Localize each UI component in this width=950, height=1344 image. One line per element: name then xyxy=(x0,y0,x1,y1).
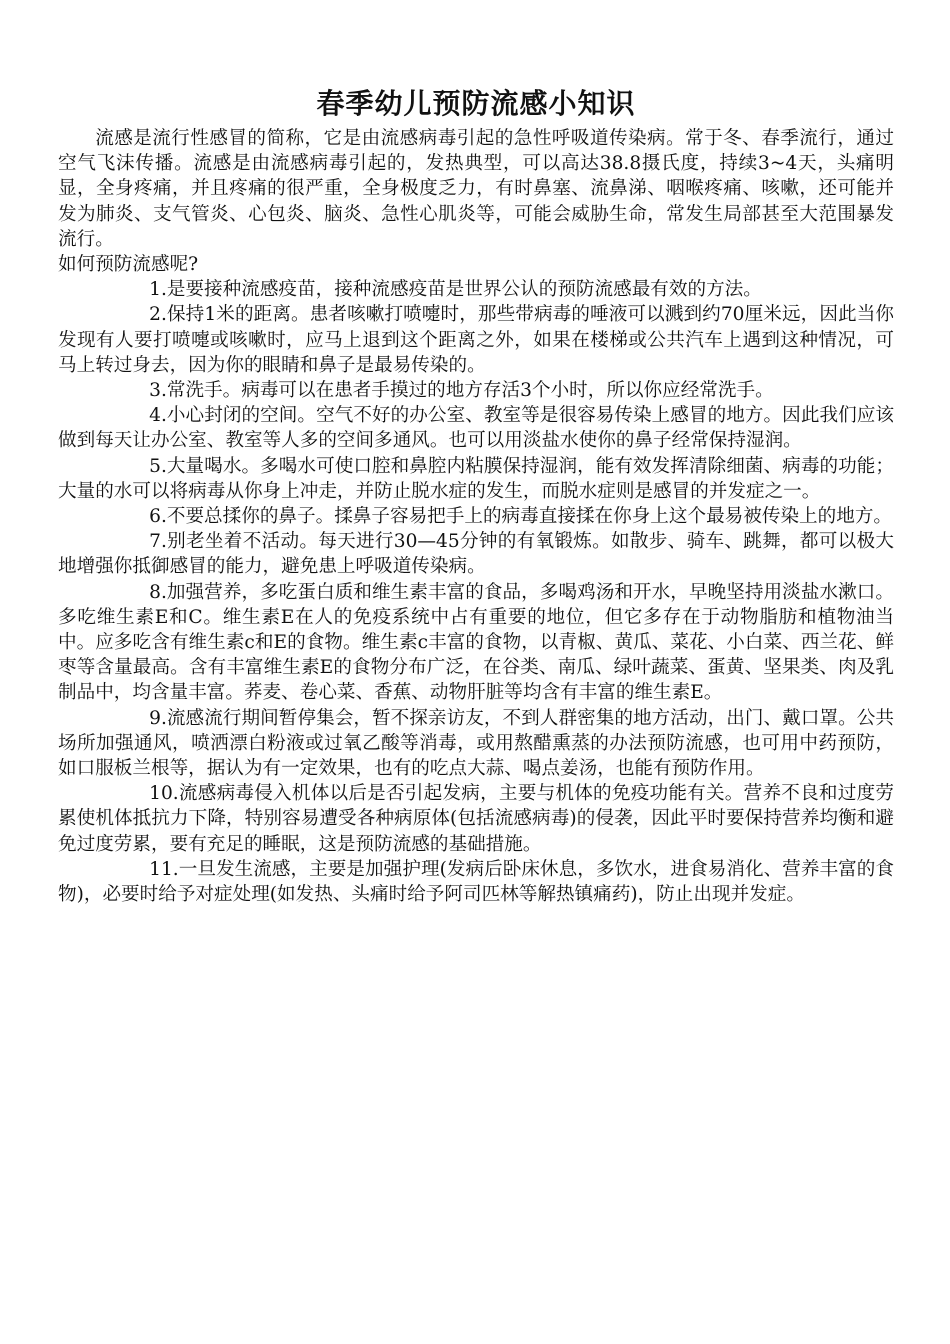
tip-item-2: 2.保持1米的距离。患者咳嗽打喷嚏时，那些带病毒的唾液可以溅到约70厘米远，因此当你发现有人要打喷嚏或咳嗽时，应马上退到这个距离之外，如果在楼梯或公共汽车上遇到这种情况，可马上转过身去，因为你的眼睛和鼻子是最易传染的。 xyxy=(58,304,894,376)
tip-item-6: 6.不要总揉你的鼻子。揉鼻子容易把手上的病毒直接揉在你身上这个最易被传染上的地方。 xyxy=(149,506,893,528)
document-title: 春季幼儿预防流感小知识 xyxy=(316,87,636,120)
tip-item-10: 10.流感病毒侵入机体以后是否引起发病，主要与机体的免疫功能有关。营养不良和过度劳累使机体抵抗力下降，特别容易遭受各种病原体(包括流感病毒)的侵袭，因此平时要保持营养均衡和避免过度劳累，要有充足的睡眠，这是预防流感的基础措施。 xyxy=(58,783,894,855)
tip-item-1: 1.是要接种流感疫苗，接种流感疫苗是世界公认的预防流感最有效的方法。 xyxy=(149,279,762,301)
tip-item-8: 8.加强营养，多吃蛋白质和维生素丰富的食品，多喝鸡汤和开水，早晚坚持用淡盐水漱口。多吃维生素E和C。维生素E在人的免疫系统中占有重要的地位，但它多存在于动物脂肪和植物油当中。应多吃含有维生素c和E的食物。维生素c丰富的食物，以青椒、黄瓜、菜花、小白菜、西兰花、鲜枣等含量最高。含有丰富维生素E的食物分布广泛，在谷类、南瓜、绿叶蔬菜、蛋黄、坚果类、肉及乳制品中，均含量丰富。荞麦、卷心菜、香蕉、动物肝脏等均含有丰富的维生素E。 xyxy=(58,581,894,704)
tip-item-3: 3.常洗手。病毒可以在患者手摸过的地方存活3个小时，所以你应经常洗手。 xyxy=(149,380,774,402)
tip-item-11: 11.一旦发生流感，主要是加强护理(发病后卧床休息，多饮水，进食易消化、营养丰富的食物)，必要时给予对症处理(如发热、头痛时给予阿司匹林等解热镇痛药)，防止出现并发症。 xyxy=(58,858,894,906)
tip-item-5: 5.大量喝水。多喝水可使口腔和鼻腔内粘膜保持湿润，能有效发挥清除细菌、病毒的功能；大量的水可以将病毒从你身上冲走，并防止脱水症的发生，而脱水症则是感冒的并发症之一。 xyxy=(58,455,894,502)
intro-paragraph: 流感是流行性感冒的简称，它是由流感病毒引起的急性呼吸道传染病。常于冬、春季流行，通过空气飞沫传播。流感是由流感病毒引起的，发热典型，可以高达38.8摄氏度，持续3~4天，头痛明显，全身疼痛，并且疼痛的很严重，全身极度乏力，有时鼻塞、流鼻涕、咽喉疼痛、咳嗽，还可能并发为肺炎、支气管炎、心包炎、脑炎、急性心肌炎等，可能会威胁生命，常发生局部甚至大范围暴发流行。 xyxy=(58,128,894,250)
tip-item-7: 7.别老坐着不活动。每天进行30—45分钟的有氧锻炼。如散步、骑车、跳舞，都可以极大地增强你抵御感冒的能力，避免患上呼吸道传染病。 xyxy=(58,531,894,578)
question-line: 如何预防流感呢? xyxy=(58,254,199,276)
document-page xyxy=(58,82,894,907)
tip-item-9: 9.流感流行期间暂停集会，暂不探亲访友，不到人群密集的地方活动，出门、戴口罩。公共场所加强通风，喷洒漂白粉液或过氧乙酸等消毒，或用熬醋熏蒸的办法预防流感，也可用中药预防，如口服板兰根等，据认为有一定效果，也有的吃点大蒜、喝点姜汤，也能有预防作用。 xyxy=(58,707,894,780)
tip-item-4: 4.小心封闭的空间。空气不好的办公室、教室等是很容易传染上感冒的地方。因此我们应该做到每天让办公室、教室等人多的空间多通风。也可以用淡盐水使你的鼻子经常保持湿润。 xyxy=(58,405,894,452)
